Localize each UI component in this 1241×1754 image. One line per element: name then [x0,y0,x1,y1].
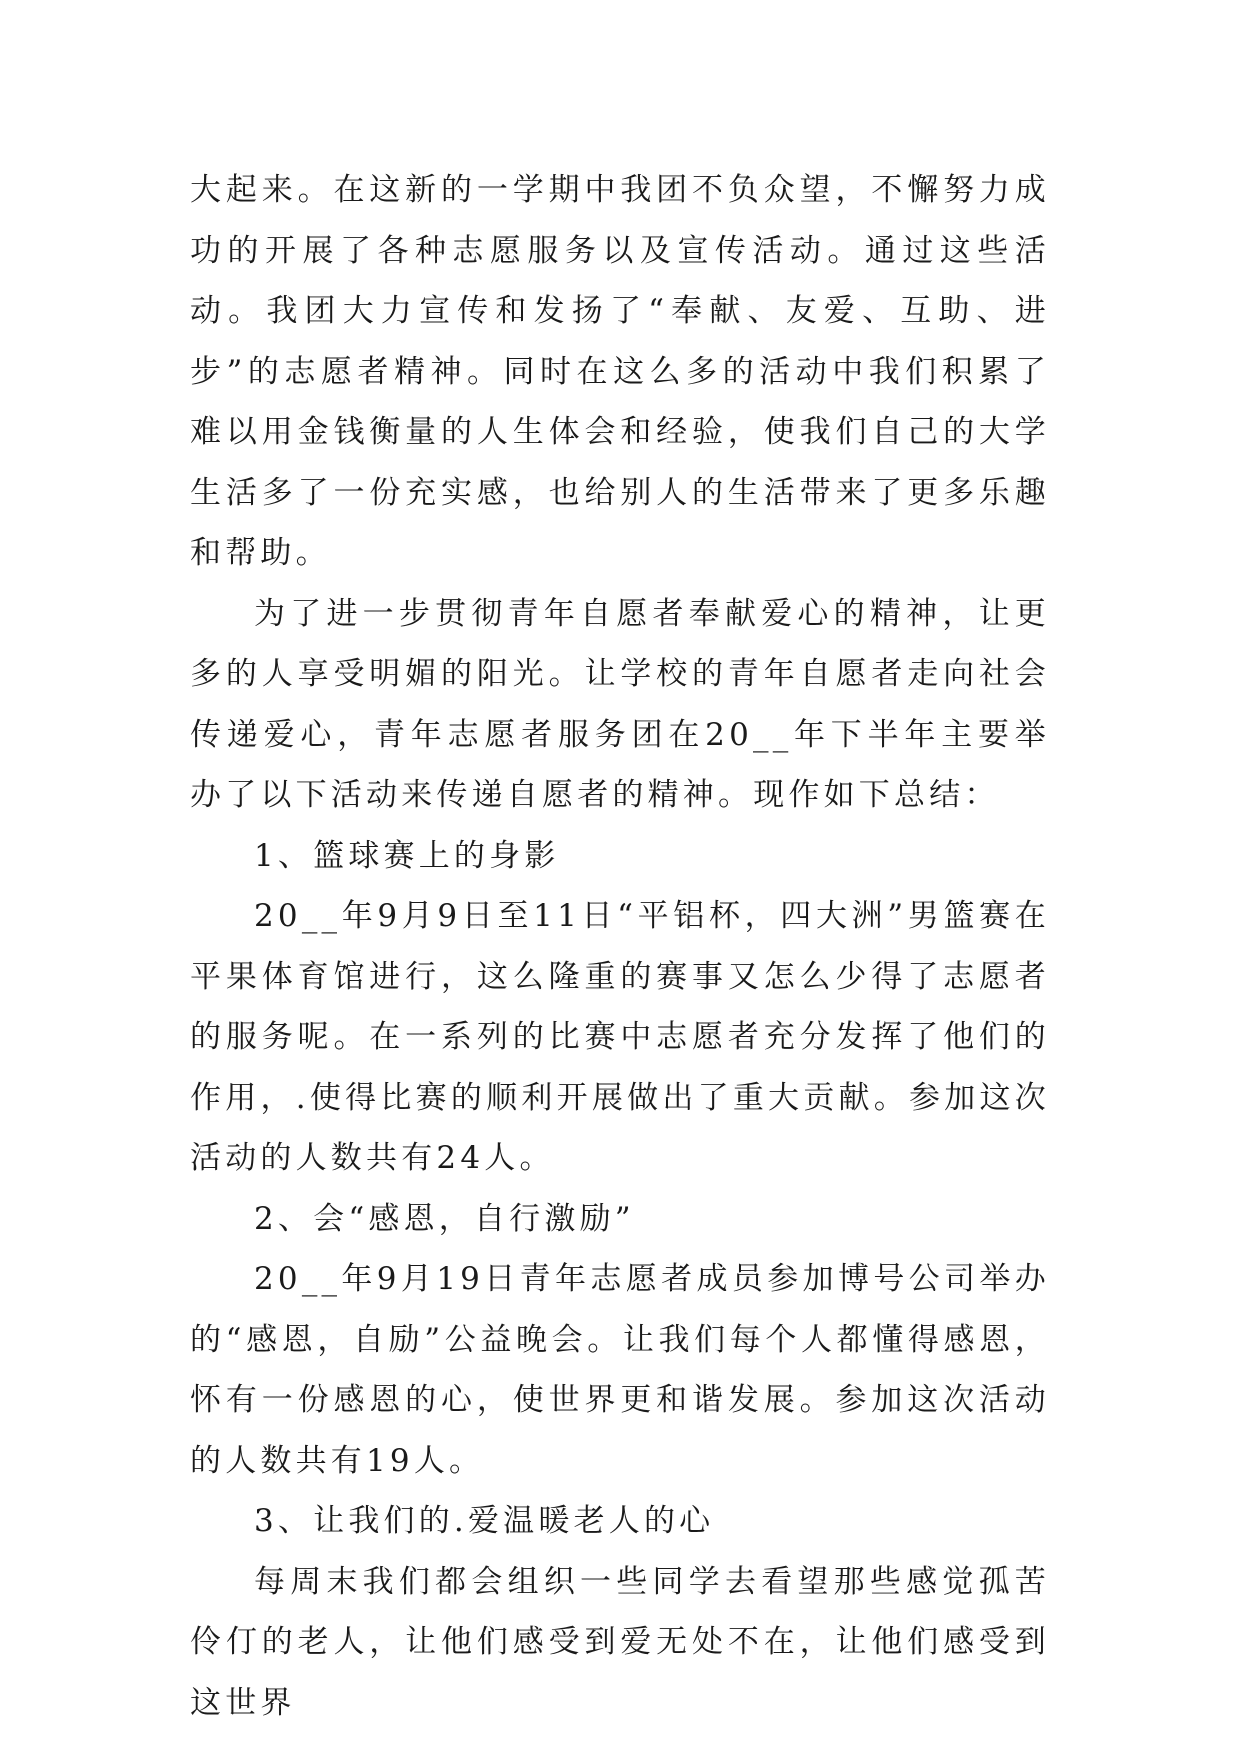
section-heading-elderly: 3、让我们的.爱温暖老人的心 [254,1503,715,1539]
paragraph-purpose: 为了进一步贯彻青年自愿者奉献爱心的精神，让更多的人享受明媚的阳光。让学校的青年自愿者走向社会传递爱心，青年志愿者服务团在20__年下半年主要举办了以下活动来传递自愿者的精神。现作如下总结： [190,595,1050,813]
paragraph-intro-continued: 大起来。在这新的一学期中我团不负众望，不懈努力成功的开展了各种志愿服务以及宣传活动。通过这些活动。我团大力宣传和发扬了“奉献、友爱、互助、进步”的志愿者精神。同时在这么多的活动中我们积累了难以用金钱衡量的人生体会和经验，使我们自己的大学生活多了一份充实感，也给别人的生活带来了更多乐趣和帮助。 [190,172,1050,571]
paragraph-elderly: 每周末我们都会组织一些同学去看望那些感觉孤苦伶仃的老人，让他们感受到爱无处不在，让他们感受到这世界 [190,1563,1050,1721]
section-heading-basketball: 1、篮球赛上的身影 [254,837,560,874]
section-heading-gratitude: 2、会“感恩，自行激励” [254,1200,635,1237]
paragraph-basketball: 20__年9月9日至11日“平铝杯，四大洲”男篮赛在平果体育馆进行，这么隆重的赛事又怎么少得了志愿者的服务呢。在一系列的比赛中志愿者充分发挥了他们的作用，.使得比赛的顺利开展做出了重大贡献。参加这次活动的人数共有24人。 [190,898,1050,1176]
document-body [190,160,1050,1733]
paragraph-gratitude: 20__年9月19日青年志愿者成员参加博号公司举办的“感恩，自励”公益晚会。让我们每个人都懂得感恩，怀有一份感恩的心，使世界更和谐发展。参加这次活动的人数共有19人。 [190,1261,1050,1479]
